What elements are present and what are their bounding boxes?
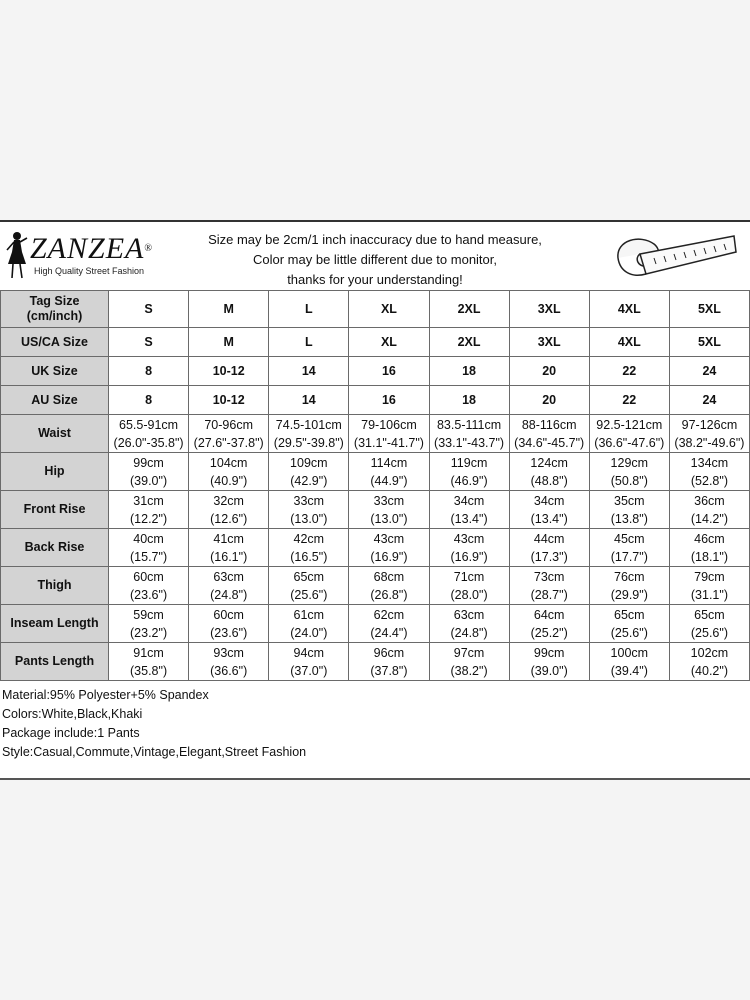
inch-value: (15.7") bbox=[130, 549, 168, 564]
measurement-cell bbox=[509, 491, 589, 529]
inch-value: (50.8") bbox=[610, 473, 648, 488]
inch-value: (25.2") bbox=[530, 625, 568, 640]
cm-value: 96cm bbox=[373, 645, 405, 660]
size-cell: 22 bbox=[589, 386, 669, 415]
cm-value: 129cm bbox=[610, 455, 649, 470]
cm-value: 60cm bbox=[213, 607, 244, 622]
size-chart-header bbox=[0, 220, 750, 290]
cm-value: 97cm bbox=[453, 645, 485, 660]
size-row bbox=[1, 328, 750, 357]
row-label: AU Size bbox=[1, 386, 109, 415]
notice-line: Color may be little different due to monitor, bbox=[253, 252, 497, 267]
inch-value: (17.3") bbox=[530, 549, 568, 564]
row-label: Pants Length bbox=[1, 643, 109, 681]
measurement-cell bbox=[589, 491, 669, 529]
cm-value: 62cm bbox=[373, 607, 405, 622]
measurement-row bbox=[1, 567, 750, 605]
measurement-cell bbox=[429, 453, 509, 491]
measurement-cell bbox=[589, 643, 669, 681]
measurement-cell bbox=[429, 605, 509, 643]
size-cell: M bbox=[189, 291, 269, 328]
size-cell: 2XL bbox=[429, 291, 509, 328]
inch-value: (12.6") bbox=[210, 511, 248, 526]
inch-value: (13.0") bbox=[290, 511, 328, 526]
size-cell: 10-12 bbox=[189, 357, 269, 386]
inch-value: (24.8") bbox=[450, 625, 488, 640]
colors-text: Colors:White,Black,Khaki bbox=[2, 707, 143, 721]
cm-value: 31cm bbox=[133, 493, 164, 508]
measurement-row bbox=[1, 415, 750, 453]
inch-value: (44.9") bbox=[370, 473, 408, 488]
cm-value: 73cm bbox=[533, 569, 565, 584]
measurement-cell bbox=[509, 453, 589, 491]
inch-value: (17.7") bbox=[610, 549, 648, 564]
cm-value: 44cm bbox=[533, 531, 565, 546]
cm-value: 60cm bbox=[133, 569, 164, 584]
measurement-cell bbox=[189, 491, 269, 529]
cm-value: 100cm bbox=[610, 645, 649, 660]
cm-value: 97-126cm bbox=[681, 417, 738, 432]
cm-value: 41cm bbox=[213, 531, 244, 546]
inch-value: (39.0") bbox=[130, 473, 168, 488]
measurement-cell bbox=[349, 605, 429, 643]
cm-value: 43cm bbox=[453, 531, 485, 546]
measurement-cell bbox=[189, 605, 269, 643]
inch-value: (33.1"-43.7") bbox=[434, 435, 505, 450]
cm-value: 33cm bbox=[373, 493, 405, 508]
cm-value: 70-96cm bbox=[204, 417, 253, 432]
inch-value: (36.6") bbox=[210, 663, 248, 678]
size-cell: 18 bbox=[429, 357, 509, 386]
measurement-cell bbox=[189, 529, 269, 567]
cm-value: 76cm bbox=[614, 569, 645, 584]
measuring-tape-icon bbox=[610, 228, 740, 290]
cm-value: 83.5-111cm bbox=[436, 417, 502, 432]
inch-value: (40.9") bbox=[210, 473, 248, 488]
package-text: Package include:1 Pants bbox=[2, 726, 140, 740]
inch-value: (24.8") bbox=[210, 587, 248, 602]
cm-value: 79cm bbox=[694, 569, 725, 584]
measurement-cell bbox=[269, 415, 349, 453]
inch-value: (12.2") bbox=[130, 511, 168, 526]
measurement-cell bbox=[589, 453, 669, 491]
size-cell: 14 bbox=[269, 386, 349, 415]
size-cell: 8 bbox=[109, 386, 189, 415]
brand-name: ZANZEA® bbox=[30, 232, 153, 265]
inch-value: (37.0") bbox=[290, 663, 328, 678]
inch-value: (29.9") bbox=[610, 587, 648, 602]
size-cell: 20 bbox=[509, 386, 589, 415]
measurement-row bbox=[1, 605, 750, 643]
cm-value: 45cm bbox=[614, 531, 645, 546]
size-cell: 20 bbox=[509, 357, 589, 386]
brand-logo bbox=[4, 230, 164, 286]
cm-value: 65cm bbox=[694, 607, 725, 622]
inch-value: (26.8") bbox=[370, 587, 408, 602]
cm-value: 74.5-101cm bbox=[275, 417, 342, 432]
bottom-divider bbox=[0, 778, 750, 780]
cm-value: 88-116cm bbox=[521, 417, 577, 432]
cm-value: 99cm bbox=[133, 455, 164, 470]
size-cell: 5XL bbox=[669, 328, 749, 357]
inch-value: (25.6") bbox=[290, 587, 328, 602]
measurement-cell bbox=[349, 567, 429, 605]
row-label: Back Rise bbox=[1, 529, 109, 567]
measurement-cell bbox=[109, 605, 189, 643]
measurement-cell bbox=[189, 415, 269, 453]
row-label: Tag Size (cm/inch) bbox=[1, 291, 109, 328]
size-row bbox=[1, 291, 750, 328]
measurement-cell bbox=[109, 643, 189, 681]
cm-value: 59cm bbox=[133, 607, 164, 622]
size-cell: 24 bbox=[669, 386, 749, 415]
row-label: Waist bbox=[1, 415, 109, 453]
inch-value: (23.6") bbox=[130, 587, 168, 602]
size-cell: 18 bbox=[429, 386, 509, 415]
cm-value: 68cm bbox=[373, 569, 405, 584]
cm-value: 35cm bbox=[614, 493, 645, 508]
inch-value: (29.5"-39.8") bbox=[273, 435, 344, 450]
measurement-notice bbox=[170, 230, 580, 290]
cm-value: 65cm bbox=[614, 607, 645, 622]
measurement-cell bbox=[269, 453, 349, 491]
inch-value: (25.6") bbox=[690, 625, 728, 640]
cm-value: 94cm bbox=[293, 645, 325, 660]
measurement-cell bbox=[669, 491, 749, 529]
inch-value: (16.9") bbox=[450, 549, 488, 564]
measurement-cell bbox=[509, 529, 589, 567]
inch-value: (31.1") bbox=[690, 587, 728, 602]
inch-value: (28.0") bbox=[450, 587, 488, 602]
inch-value: (14.2") bbox=[690, 511, 728, 526]
measurement-cell bbox=[669, 643, 749, 681]
cm-value: 79-106cm bbox=[361, 417, 417, 432]
measurement-cell bbox=[509, 567, 589, 605]
cm-value: 63cm bbox=[453, 607, 485, 622]
measurement-cell bbox=[429, 529, 509, 567]
cm-value: 32cm bbox=[213, 493, 244, 508]
measurement-cell bbox=[669, 567, 749, 605]
measurement-cell bbox=[349, 415, 429, 453]
size-cell: 16 bbox=[349, 357, 429, 386]
measurement-cell bbox=[509, 643, 589, 681]
measurement-cell bbox=[429, 567, 509, 605]
size-cell: 2XL bbox=[429, 328, 509, 357]
inch-value: (13.8") bbox=[610, 511, 648, 526]
measurement-cell bbox=[669, 453, 749, 491]
measurement-cell bbox=[269, 567, 349, 605]
inch-value: (26.0"-35.8") bbox=[113, 435, 184, 450]
measurement-cell bbox=[589, 567, 669, 605]
row-label: US/CA Size bbox=[1, 328, 109, 357]
cm-value: 65cm bbox=[293, 569, 325, 584]
cm-value: 43cm bbox=[373, 531, 405, 546]
style-text: Style:Casual,Commute,Vintage,Elegant,Street Fashion bbox=[2, 745, 307, 759]
size-cell: S bbox=[109, 291, 189, 328]
inch-value: (35.8") bbox=[130, 663, 168, 678]
size-cell: 22 bbox=[589, 357, 669, 386]
measurement-cell bbox=[269, 605, 349, 643]
size-cell: XL bbox=[349, 291, 429, 328]
size-chart-table bbox=[0, 290, 750, 681]
row-label: Inseam Length bbox=[1, 605, 109, 643]
notice-line: Size may be 2cm/1 inch inaccuracy due to hand measure, bbox=[208, 232, 542, 247]
row-label: Hip bbox=[1, 453, 109, 491]
size-cell: M bbox=[189, 328, 269, 357]
cm-value: 40cm bbox=[133, 531, 164, 546]
inch-value: (39.0") bbox=[530, 663, 568, 678]
measurement-cell bbox=[669, 605, 749, 643]
fashion-model-silhouette-icon bbox=[4, 230, 30, 280]
measurement-cell bbox=[589, 415, 669, 453]
measurement-cell bbox=[269, 491, 349, 529]
cm-value: 92.5-121cm bbox=[596, 417, 663, 432]
measurement-cell bbox=[669, 529, 749, 567]
cm-value: 36cm bbox=[694, 493, 725, 508]
measurement-row bbox=[1, 491, 750, 529]
inch-value: (48.8") bbox=[530, 473, 568, 488]
inch-value: (34.6"-45.7") bbox=[514, 435, 585, 450]
measurement-cell bbox=[349, 491, 429, 529]
size-cell: 24 bbox=[669, 357, 749, 386]
inch-value: (42.9") bbox=[290, 473, 328, 488]
cm-value: 61cm bbox=[293, 607, 325, 622]
cm-value: 114cm bbox=[370, 455, 408, 470]
measurement-cell bbox=[589, 529, 669, 567]
inch-value: (39.4") bbox=[610, 663, 648, 678]
row-label: Front Rise bbox=[1, 491, 109, 529]
inch-value: (38.2"-49.6") bbox=[674, 435, 745, 450]
inch-value: (16.1") bbox=[210, 549, 248, 564]
inch-value: (13.0") bbox=[370, 511, 408, 526]
measurement-cell bbox=[109, 453, 189, 491]
measurement-cell bbox=[189, 453, 269, 491]
size-cell: XL bbox=[349, 328, 429, 357]
product-details bbox=[2, 686, 306, 762]
size-row bbox=[1, 357, 750, 386]
measurement-cell bbox=[269, 643, 349, 681]
inch-value: (52.8") bbox=[690, 473, 728, 488]
cm-value: 65.5-91cm bbox=[119, 417, 179, 432]
row-label: UK Size bbox=[1, 357, 109, 386]
notice-line: thanks for your understanding! bbox=[287, 272, 463, 287]
material-text: Material:95% Polyester+5% Spandex bbox=[2, 688, 209, 702]
measurement-cell bbox=[429, 643, 509, 681]
measurement-cell bbox=[109, 415, 189, 453]
cm-value: 42cm bbox=[293, 531, 325, 546]
inch-value: (13.4") bbox=[530, 511, 568, 526]
size-cell: 4XL bbox=[589, 328, 669, 357]
inch-value: (24.0") bbox=[290, 625, 328, 640]
cm-value: 64cm bbox=[533, 607, 565, 622]
measurement-cell bbox=[189, 567, 269, 605]
cm-value: 34cm bbox=[533, 493, 565, 508]
measurement-row bbox=[1, 529, 750, 567]
inch-value: (31.1"-41.7") bbox=[353, 435, 424, 450]
inch-value: (46.9") bbox=[450, 473, 488, 488]
size-cell: L bbox=[269, 328, 349, 357]
measurement-cell bbox=[509, 605, 589, 643]
row-label: Thigh bbox=[1, 567, 109, 605]
measurement-cell bbox=[109, 567, 189, 605]
inch-value: (36.6"-47.6") bbox=[594, 435, 665, 450]
measurement-cell bbox=[349, 529, 429, 567]
cm-value: 99cm bbox=[533, 645, 565, 660]
inch-value: (16.5") bbox=[290, 549, 328, 564]
inch-value: (40.2") bbox=[690, 663, 728, 678]
inch-value: (23.2") bbox=[130, 625, 168, 640]
inch-value: (37.8") bbox=[370, 663, 408, 678]
cm-value: 34cm bbox=[453, 493, 485, 508]
size-cell: 16 bbox=[349, 386, 429, 415]
size-cell: 5XL bbox=[669, 291, 749, 328]
cm-value: 93cm bbox=[213, 645, 244, 660]
inch-value: (24.4") bbox=[370, 625, 408, 640]
measurement-cell bbox=[109, 491, 189, 529]
measurement-cell bbox=[349, 453, 429, 491]
inch-value: (13.4") bbox=[450, 511, 488, 526]
cm-value: 71cm bbox=[453, 569, 485, 584]
cm-value: 33cm bbox=[293, 493, 325, 508]
measurement-cell bbox=[269, 529, 349, 567]
measurement-row bbox=[1, 643, 750, 681]
size-cell: 8 bbox=[109, 357, 189, 386]
cm-value: 46cm bbox=[694, 531, 725, 546]
measurement-cell bbox=[109, 529, 189, 567]
inch-value: (23.6") bbox=[210, 625, 248, 640]
cm-value: 104cm bbox=[209, 455, 248, 470]
measurement-cell bbox=[669, 415, 749, 453]
size-cell: 4XL bbox=[589, 291, 669, 328]
inch-value: (16.9") bbox=[370, 549, 408, 564]
size-cell: 3XL bbox=[509, 291, 589, 328]
size-cell: 3XL bbox=[509, 328, 589, 357]
size-cell: S bbox=[109, 328, 189, 357]
measurement-cell bbox=[589, 605, 669, 643]
size-chart-sheet bbox=[0, 220, 750, 780]
size-cell: 10-12 bbox=[189, 386, 269, 415]
size-cell: 14 bbox=[269, 357, 349, 386]
size-cell: L bbox=[269, 291, 349, 328]
cm-value: 102cm bbox=[690, 645, 729, 660]
cm-value: 124cm bbox=[530, 455, 568, 470]
brand-tagline: High Quality Street Fashion bbox=[34, 266, 145, 276]
inch-value: (28.7") bbox=[530, 587, 568, 602]
size-row bbox=[1, 386, 750, 415]
cm-value: 134cm bbox=[690, 455, 729, 470]
inch-value: (38.2") bbox=[450, 663, 488, 678]
measurement-cell bbox=[429, 491, 509, 529]
inch-value: (27.6"-37.8") bbox=[193, 435, 264, 450]
measurement-cell bbox=[189, 643, 269, 681]
measurement-row bbox=[1, 453, 750, 491]
inch-value: (18.1") bbox=[690, 549, 728, 564]
cm-value: 109cm bbox=[290, 455, 328, 470]
measurement-cell bbox=[509, 415, 589, 453]
cm-value: 63cm bbox=[213, 569, 244, 584]
inch-value: (25.6") bbox=[610, 625, 648, 640]
measurement-cell bbox=[429, 415, 509, 453]
measurement-cell bbox=[349, 643, 429, 681]
cm-value: 119cm bbox=[450, 455, 488, 470]
cm-value: 91cm bbox=[133, 645, 164, 660]
